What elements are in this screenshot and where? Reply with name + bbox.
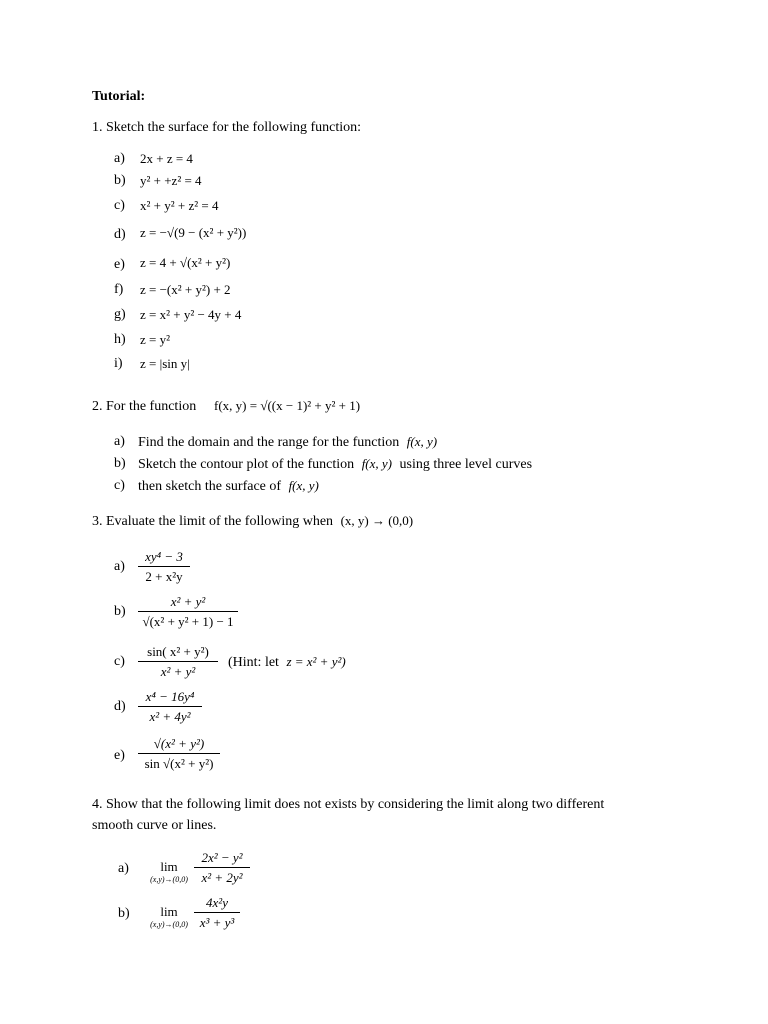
fraction-bar [138, 611, 238, 612]
q3-fraction-d [138, 690, 202, 723]
q2-item-a-text: Find the domain and the range for the function [138, 435, 400, 450]
q2-item-c-text: then sketch the surface of [138, 479, 282, 494]
q3-prompt-text: 3. Evaluate the limit of the following when [92, 514, 334, 529]
q3-numerator-b: x² + y² [170, 594, 206, 609]
q1-label-d: d) [114, 227, 126, 242]
q1-label-i: i) [114, 356, 123, 371]
page-heading: Tutorial: [92, 89, 146, 104]
q1-label-b: b) [114, 173, 126, 188]
q4-denominator-b: x³ + y³ [199, 915, 235, 930]
fraction-bar [138, 566, 190, 567]
fraction-bar [138, 706, 202, 707]
q1-label-a: a) [114, 151, 125, 166]
q3-fraction-b [138, 595, 238, 628]
q1-expr-e: z = 4 + √(x² + y²) [140, 255, 231, 270]
q3-fraction-c [138, 645, 218, 678]
q1-label-c: c) [114, 198, 125, 213]
q2-prompt: 2. For the function [92, 399, 197, 414]
q2-item-c [138, 479, 319, 494]
q4-fraction-b [194, 896, 240, 929]
q3-fraction-e [138, 737, 220, 770]
q2-item-a-expr: f(x, y) [406, 434, 438, 449]
q2-item-b [138, 457, 532, 472]
q4-lim-a: lim [160, 859, 178, 874]
q4-label-a: a) [118, 861, 129, 876]
q3-fraction-a [138, 550, 190, 583]
q1-expr-h: z = y² [140, 332, 170, 347]
q3-denominator-d: x² + 4y² [149, 709, 191, 724]
q3-hint-c [228, 655, 346, 670]
fraction-bar [194, 912, 240, 913]
q1-expr-c: x² + y² + z² = 4 [140, 198, 219, 213]
q3-label-b: b) [114, 604, 126, 619]
q3-numerator-a: xy⁴ − 3 [145, 549, 183, 564]
fraction-bar [194, 867, 250, 868]
q2-function: f(x, y) = √((x − 1)² + y² + 1) [214, 398, 361, 413]
q4-prompt-line1: 4. Show that the following limit does not exists by considering the limit along two different [92, 797, 605, 812]
fraction-bar [138, 661, 218, 662]
q2-item-b-text2: using three level curves [399, 457, 533, 472]
q4-limit-a [144, 860, 194, 884]
q3-denominator-e: sin √(x² + y²) [144, 756, 214, 771]
q3-condition: (x, y) → (0,0) [340, 513, 414, 528]
q3-label-e: e) [114, 748, 125, 763]
q3-prompt [92, 514, 413, 529]
q2-item-a [138, 435, 437, 450]
q4-prompt-line2: smooth curve or lines. [92, 818, 217, 833]
q4-label-b: b) [118, 906, 130, 921]
q1-expr-g: z = x² + y² − 4y + 4 [140, 307, 242, 322]
q1-expr-a-text: 2x + z = 4 [140, 151, 193, 166]
q3-denominator-c: x² + y² [160, 664, 196, 679]
q1-expr-d: z = −√(9 − (x² + y²)) [140, 225, 247, 240]
q4-limit-b [144, 905, 194, 929]
q1-label-g: g) [114, 307, 126, 322]
q2-item-b-text: Sketch the contour plot of the function [138, 457, 355, 472]
q3-label-c: c) [114, 654, 125, 669]
q1-expr-i: z = |sin y| [140, 356, 190, 371]
q3-numerator-e: √(x² + y²) [153, 736, 205, 751]
q4-numerator-b: 4x²y [206, 895, 228, 910]
q1-label-h: h) [114, 332, 126, 347]
fraction-bar [138, 753, 220, 754]
q3-numerator-c: sin( x² + y²) [147, 644, 209, 659]
q1-label-f: f) [114, 282, 124, 297]
q4-numerator-a: 2x² − y² [201, 850, 243, 865]
q2-label-c: c) [114, 478, 125, 493]
q3-hint-text: (Hint: let [228, 655, 279, 670]
q1-expr-b: y² + +z² = 4 [140, 173, 202, 188]
q4-lim-sub-b: (x,y)→(0,0) [150, 920, 188, 929]
q4-lim-b: lim [160, 904, 178, 919]
q4-fraction-a [194, 851, 250, 884]
q4-lim-sub-a: (x,y)→(0,0) [150, 875, 188, 884]
q1-label-e: e) [114, 257, 125, 272]
q2-item-b-expr: f(x, y) [361, 456, 392, 471]
q2-label-a: a) [114, 434, 125, 449]
q1-prompt: 1. Sketch the surface for the following function: [92, 120, 362, 135]
q3-label-a: a) [114, 559, 125, 574]
q3-denominator-a: 2 + x²y [145, 569, 183, 584]
q1-expr-a [140, 152, 193, 165]
q3-label-d: d) [114, 699, 126, 714]
q3-hint-expr: z = x² + y²) [286, 654, 346, 669]
q3-denominator-b: √(x² + y² + 1) − 1 [142, 614, 234, 629]
q1-expr-f: z = −(x² + y²) + 2 [140, 282, 231, 297]
q2-item-c-expr: f(x, y) [288, 478, 319, 493]
q4-denominator-a: x² + 2y² [201, 870, 243, 885]
q2-label-b: b) [114, 456, 126, 471]
q3-numerator-d: x⁴ − 16y⁴ [145, 689, 195, 704]
